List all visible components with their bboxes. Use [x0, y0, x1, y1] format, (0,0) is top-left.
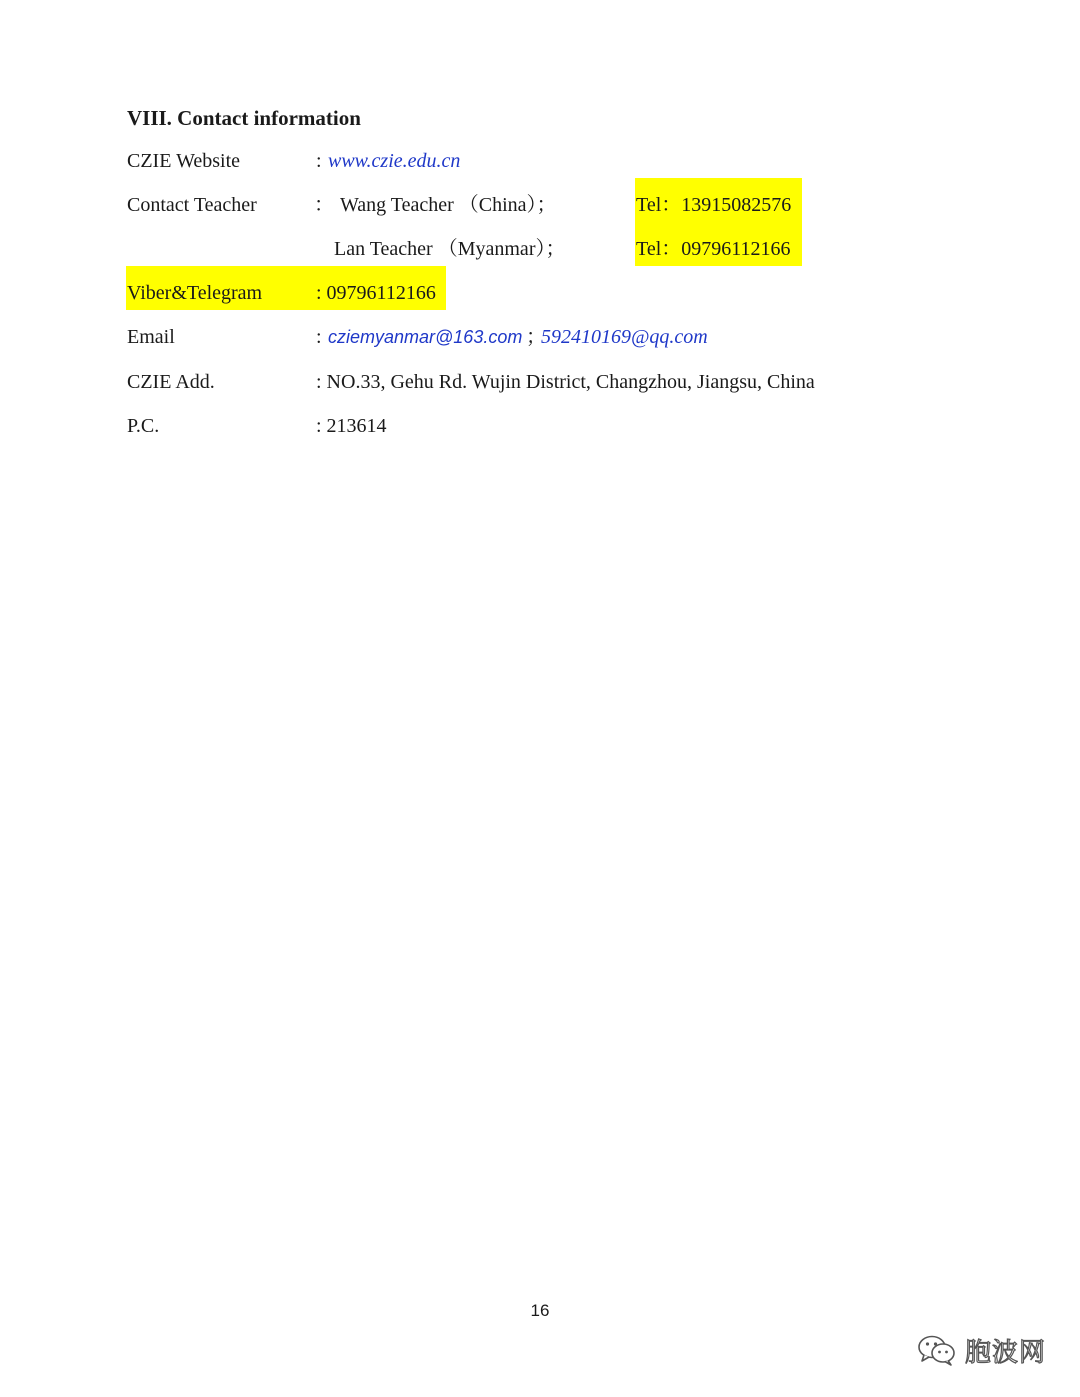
- wechat-icon: [917, 1334, 957, 1366]
- teacher-sep: ：: [314, 194, 334, 216]
- address-row: [0, 366, 1080, 398]
- teacher-row-myanmar: [0, 233, 1080, 265]
- viber-label: Viber&Telegram: [127, 282, 263, 304]
- email-label: Email: [127, 326, 175, 348]
- watermark-text: 胞波网: [964, 1337, 1046, 1368]
- email-link-163[interactable]: cziemyanmar@163.com: [328, 327, 523, 347]
- page-number: 16: [530, 1301, 550, 1320]
- email-sep2: ；: [526, 326, 546, 348]
- teacher-label: Contact Teacher: [127, 194, 257, 216]
- teacher-name-myanmar: Lan Teacher （Myanmar）；: [334, 238, 566, 260]
- postcode-label: P.C.: [127, 415, 160, 437]
- teacher-name-china: Wang Teacher （China）；: [340, 194, 557, 216]
- website-label: CZIE Website: [127, 150, 240, 172]
- website-sep: :: [316, 150, 322, 172]
- postcode-row: [0, 410, 1080, 442]
- viber-value: : 09796112166: [316, 282, 436, 304]
- website-link[interactable]: www.czie.edu.cn: [328, 150, 461, 172]
- address-label: CZIE Add.: [127, 371, 215, 393]
- section-heading: VIII. Contact information: [127, 106, 361, 130]
- email-row: [0, 321, 1080, 353]
- watermark: [917, 1330, 1046, 1370]
- viber-row: [0, 277, 1080, 309]
- email-link-qq[interactable]: 592410169@qq.com: [541, 326, 708, 348]
- website-row: [0, 145, 1080, 177]
- tel-china: Tel：13915082576: [636, 194, 792, 216]
- teacher-row-china: [0, 189, 1080, 221]
- tel-myanmar: Tel：09796112166: [636, 238, 791, 260]
- email-sep: :: [316, 326, 322, 348]
- postcode-value: : 213614: [316, 415, 387, 437]
- address-value: : NO.33, Gehu Rd. Wujin District, Changzhou, Jiangsu, China: [316, 371, 815, 393]
